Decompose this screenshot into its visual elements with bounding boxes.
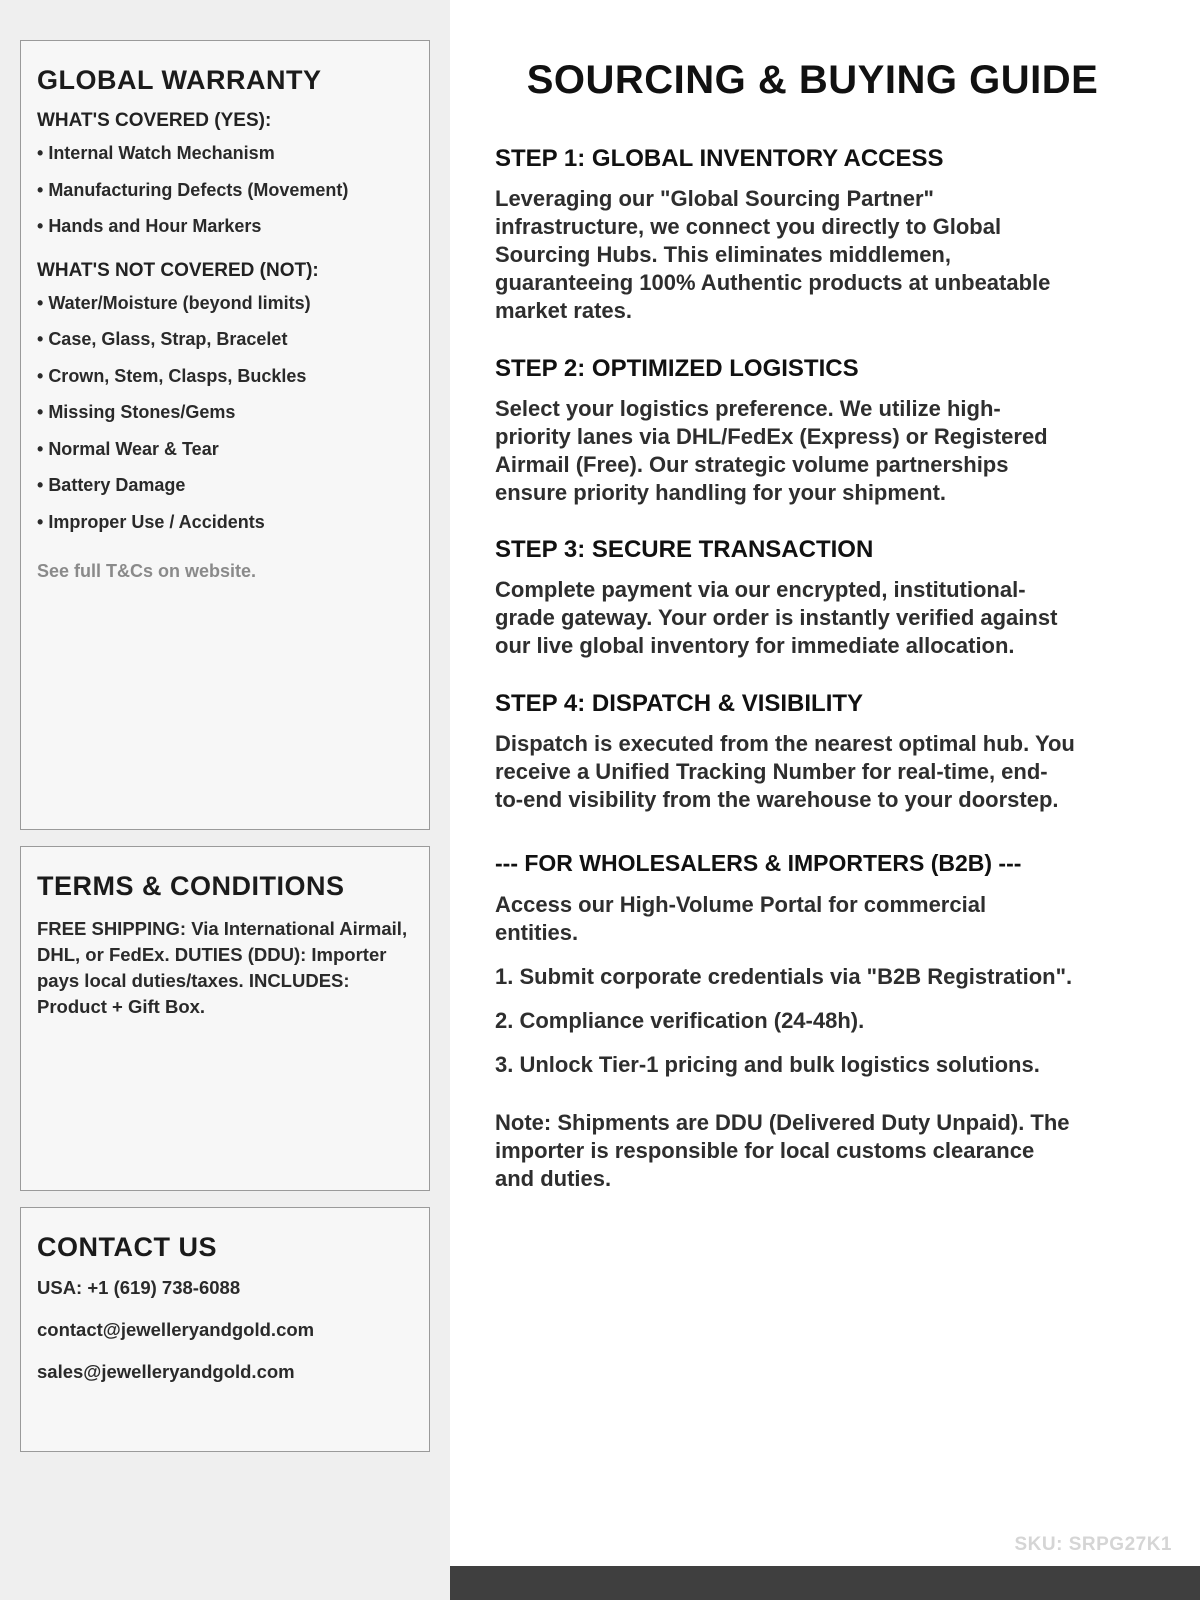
not-covered-item: • Normal Wear & Tear: [37, 438, 413, 461]
sidebar: [0, 0, 450, 1600]
contact-title: CONTACT US: [37, 1232, 217, 1262]
footer-bar: [450, 1566, 1200, 1600]
contact-email: contact@jewelleryandgold.com: [37, 1319, 315, 1340]
step-heading: STEP 1: GLOBAL INVENTORY ACCESS: [495, 145, 944, 172]
sales-email: sales@jewelleryandgold.com: [37, 1361, 295, 1382]
contact-panel: [20, 1207, 430, 1452]
step-section-2: [495, 355, 1130, 507]
b2b-heading: --- FOR WHOLESALERS & IMPORTERS (B2B) ---: [495, 850, 1022, 877]
not-covered-heading: WHAT'S NOT COVERED (NOT):: [37, 259, 319, 281]
step-section-4: [495, 690, 1130, 814]
b2b-section: [495, 850, 1130, 1193]
not-covered-item: • Case, Glass, Strap, Bracelet: [37, 328, 413, 351]
not-covered-item: • Improper Use / Accidents: [37, 511, 413, 534]
not-covered-item: • Battery Damage: [37, 474, 413, 497]
step-section-3: [495, 536, 1130, 660]
covered-item: • Internal Watch Mechanism: [37, 142, 413, 165]
not-covered-list: [37, 292, 413, 534]
step-body: Complete payment via our encrypted, institutional-grade gateway. Your order is instantly verified against our live global inventory for immediate allocation.: [495, 577, 1058, 659]
b2b-item: 1. Submit corporate credentials via "B2B Registration".: [495, 963, 1073, 989]
warranty-footnote: See full T&Cs on website.: [37, 561, 257, 581]
covered-heading: WHAT'S COVERED (YES):: [37, 110, 272, 131]
b2b-item: 3. Unlock Tier-1 pricing and bulk logistics solutions.: [495, 1051, 1040, 1077]
page-title: SOURCING & BUYING GUIDE: [526, 58, 1099, 102]
warranty-panel: [20, 40, 430, 830]
b2b-note: Note: Shipments are DDU (Delivered Duty Unpaid). The importer is responsible for local customs clearance and duties.: [495, 1109, 1070, 1191]
main-content: [450, 0, 1200, 1600]
step-heading: STEP 3: SECURE TRANSACTION: [495, 536, 874, 564]
not-covered-item: • Water/Moisture (beyond limits): [37, 292, 413, 315]
not-covered-item: • Missing Stones/Gems: [37, 401, 413, 424]
step-section-1: [495, 145, 1130, 325]
terms-title: TERMS & CONDITIONS: [37, 871, 345, 901]
covered-item: • Hands and Hour Markers: [37, 215, 413, 238]
warranty-title: GLOBAL WARRANTY: [37, 65, 322, 95]
step-body: Leveraging our "Global Sourcing Partner" infrastructure, we connect you directly to Global Sourcing Hubs. This eliminates middlemen, guaranteeing 100% Authentic products at unbeatable market rates.: [495, 186, 1051, 323]
terms-body: FREE SHIPPING: Via International Airmail, DHL, or FedEx. DUTIES (DDU): Importer pays local duties/taxes. INCLUDES: Product + Gift Box.: [37, 918, 408, 1017]
step-body: Dispatch is executed from the nearest optimal hub. You receive a Unified Tracking Number for real-time, end-to-end visibility from the warehouse to your doorstep.: [495, 731, 1075, 813]
step-heading: STEP 4: DISPATCH & VISIBILITY: [495, 690, 864, 718]
step-heading: STEP 2: OPTIMIZED LOGISTICS: [495, 354, 859, 382]
terms-panel: [20, 846, 430, 1191]
covered-list: [37, 142, 413, 238]
b2b-intro: Access our High-Volume Portal for commercial entities.: [495, 892, 987, 945]
step-body: Select your logistics preference. We utilize high-priority lanes via DHL/FedEx (Express) or Registered Airmail (Free). Our strategic volume partnerships ensure priority handling for your shipment.: [495, 395, 1048, 505]
b2b-item: 2. Compliance verification (24-48h).: [495, 1007, 865, 1033]
contact-phone: USA: +1 (619) 738-6088: [37, 1277, 241, 1298]
covered-item: • Manufacturing Defects (Movement): [37, 179, 413, 202]
sku-label: SKU: SRPG27K1: [1014, 1534, 1172, 1555]
not-covered-item: • Crown, Stem, Clasps, Buckles: [37, 365, 413, 388]
